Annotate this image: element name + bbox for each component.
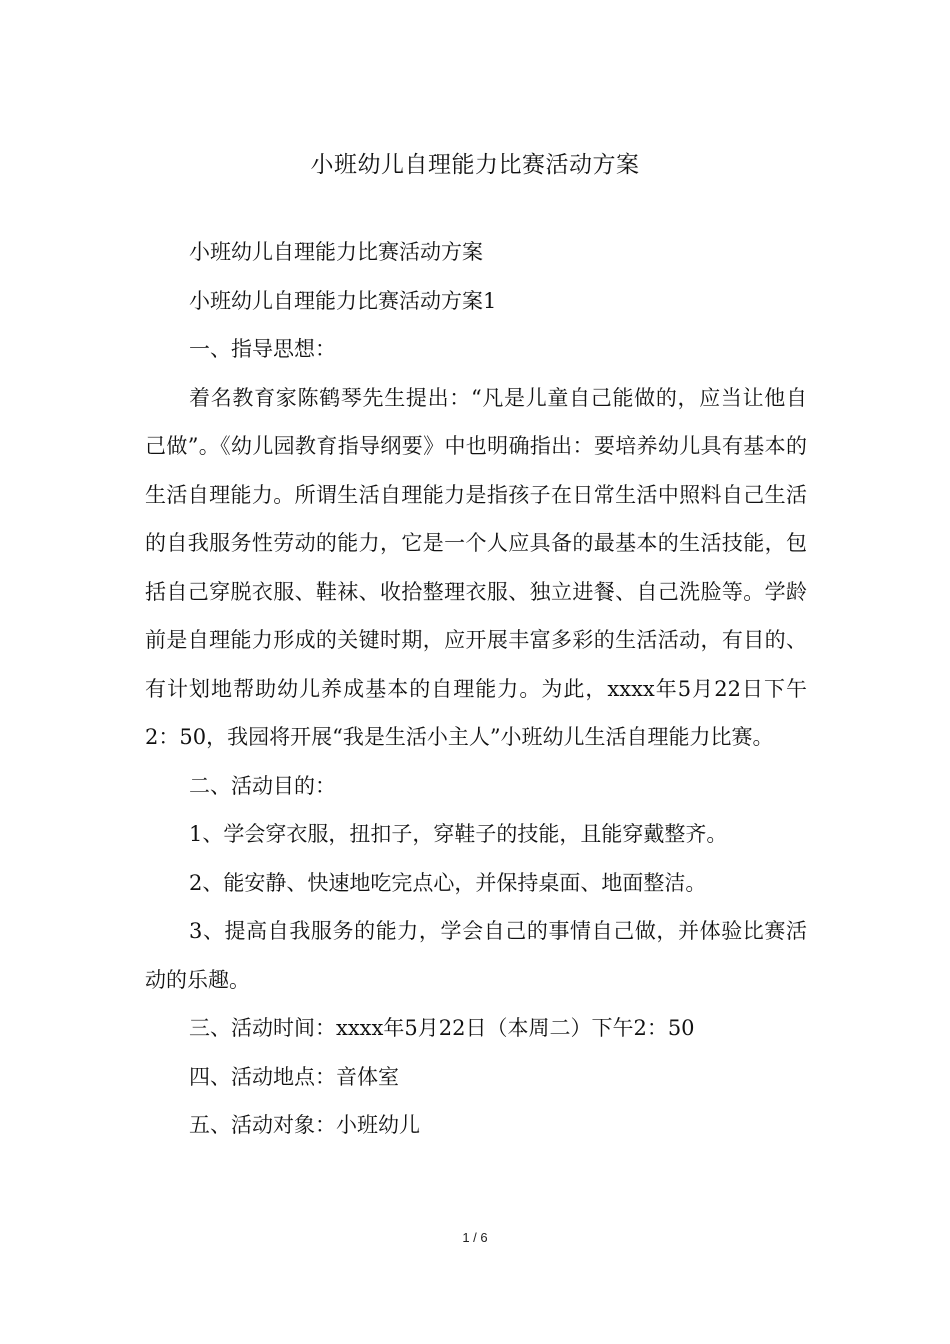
paragraph-guiding-thought: 着名教育家陈鹤琴先生提出：“凡是儿童自己能做的，应当让他自己做”。《幼儿园教育指导纲要》中也明确指出：要培养幼儿具有基本的生活自理能力。所谓生活自理能力是指孩子在日常生活中照料自己生活的自我服务性劳动的能力，它是一个人应具备的最基本的生活技能，包括自己穿脱衣服、鞋袜、收拾整理衣服、独立进餐、自己洗脸等。学龄前是自理能力形成的关键时期，应开展丰富多彩的生活活动，有目的、有计划地帮助幼儿养成基本的自理能力。为此，xxxx年5月22日下午2：50，我园将开展“我是生活小主人”小班幼儿生活自理能力比赛。 <box>145 385 807 749</box>
section-heading-guiding-thought: 一、指导思想： <box>189 337 336 361</box>
page-number-indicator: 1 / 6 <box>462 1230 488 1245</box>
list-item-purpose-3: 3、提高自我服务的能力，学会自己的事情自己做，并体验比赛活动的乐趣。 <box>145 919 807 992</box>
paragraph-doc-heading: 小班幼儿自理能力比赛活动方案 <box>189 240 483 264</box>
section-activity-target: 五、活动对象：小班幼儿 <box>189 1113 420 1137</box>
section-heading-activity-purpose: 二、活动目的： <box>189 773 336 798</box>
section-activity-location: 四、活动地点：音体室 <box>189 1064 399 1089</box>
document-body <box>145 228 807 1150</box>
paragraph-plan-title: 小班幼儿自理能力比赛活动方案1 <box>189 288 497 313</box>
document-title: 小班幼儿自理能力比赛活动方案 <box>310 152 640 178</box>
section-activity-time: 三、活动时间：xxxx年5月22日（本周二）下午2：50 <box>189 1016 695 1040</box>
list-item-purpose-2: 2、能安静、快速地吃完点心，并保持桌面、地面整洁。 <box>189 870 707 895</box>
list-item-purpose-1: 1、学会穿衣服，扭扣子，穿鞋子的技能，且能穿戴整齐。 <box>189 822 728 846</box>
